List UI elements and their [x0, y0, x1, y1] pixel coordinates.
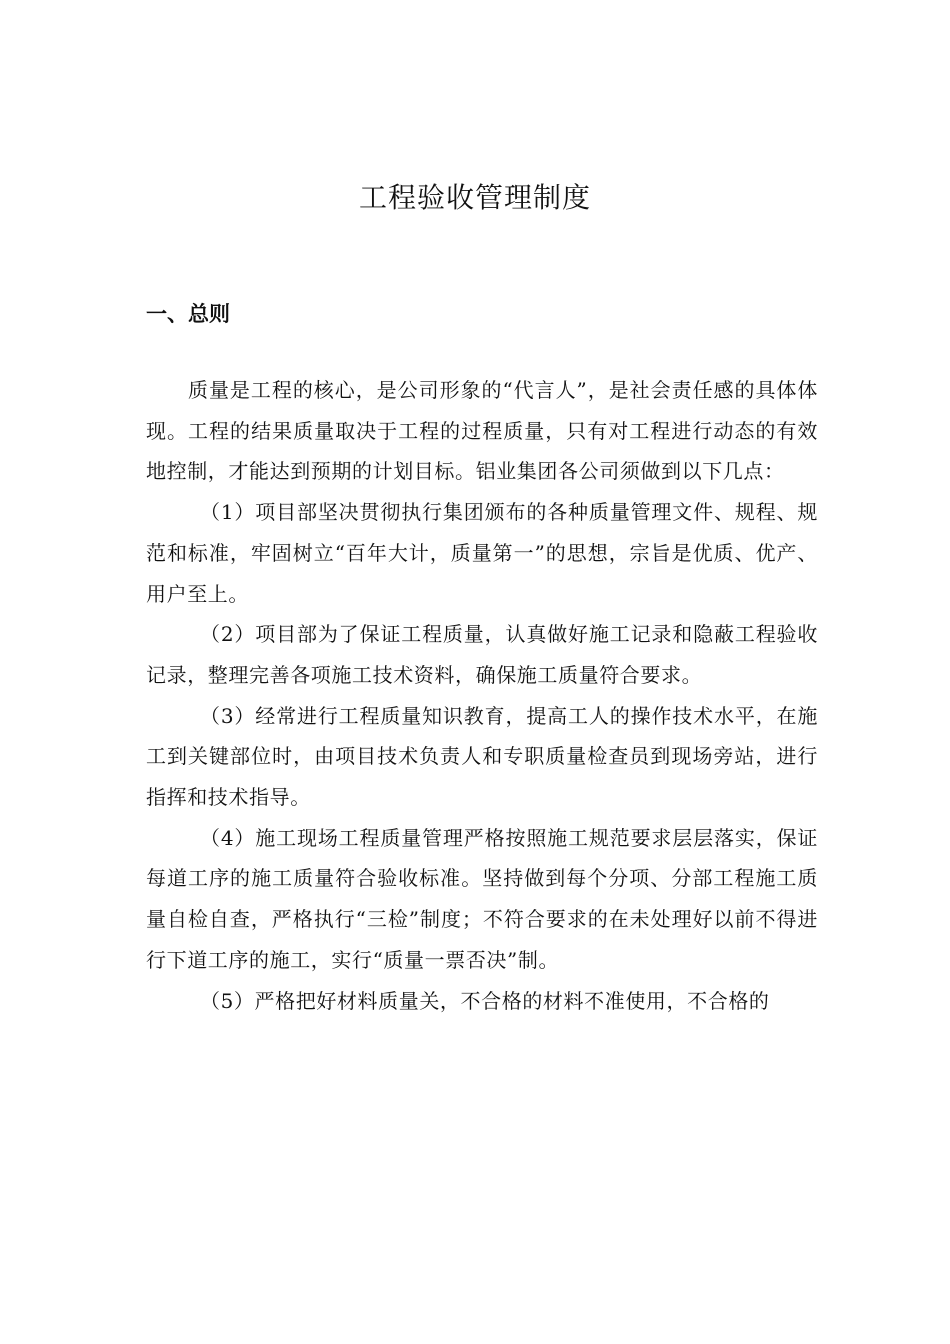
paragraph-item-2: （2）项目部为了保证工程质量，认真做好施工记录和隐蔽工程验收记录，整理完善各项施工技术资料，确保施工质量符合要求。 — [146, 622, 818, 687]
paragraph-item-1: （1）项目部坚决贯彻执行集团颁布的各种质量管理文件、规程、规范和标准，牢固树立“百年大计，质量第一”的思想，宗旨是优质、优产、用户至上。 — [146, 500, 818, 606]
document-title: 工程验收管理制度 — [358, 181, 591, 214]
paragraph-item-3: （3）经常进行工程质量知识教育，提高工人的操作技术水平，在施工到关键部位时，由项目技术负责人和专职质量检查员到现场旁站，进行指挥和技术指导。 — [146, 703, 818, 810]
paragraph-item-4: （4）施工现场工程质量管理严格按照施工规范要求层层落实，保证每道工序的施工质量符合验收标准。坚持做到每个分项、分部工程施工质量自检自查，严格执行“三检”制度；不符合要求的在未处理好以前不得进行下道工序的施工，实行“质量一票否决”制。 — [146, 825, 818, 972]
paragraph-item-5: （5）严格把好材料质量关，不合格的材料不准使用，不合格的 — [200, 988, 770, 1013]
section-heading: 一、总则 — [146, 302, 230, 326]
document-body — [146, 370, 818, 1021]
paragraph-intro: 质量是工程的核心，是公司形象的“代言人”，是社会责任感的具体体现。工程的结果质量取决于工程的过程质量，只有对工程进行动态的有效地控制，才能达到预期的计划目标。铝业集团各公司须做到以下几点： — [146, 378, 818, 484]
